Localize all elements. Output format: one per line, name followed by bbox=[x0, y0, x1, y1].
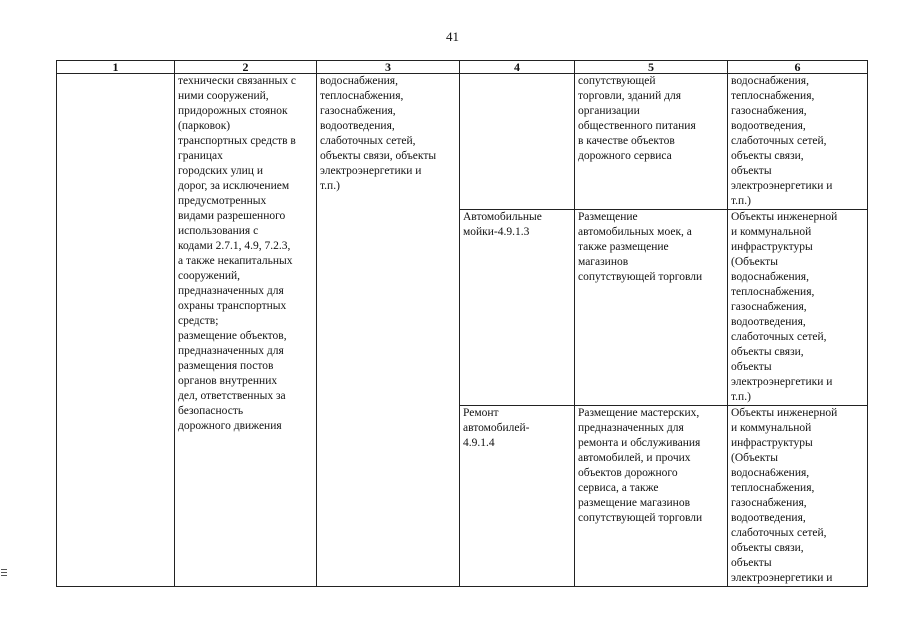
column-header-2: 2 bbox=[175, 61, 317, 74]
cell-row3-col6-text: Объекты инженерной и коммунальной инфраструктуры (Объекты водосна6жения, теплоснабжения, газоснабжения, водоотведения, слаботочных сетей, объекты связи, объекты электроэнергетики и bbox=[731, 407, 838, 584]
cell-row1-col5-text: сопутствующей торговли, зданий для организации общественного питания в качестве объектов дорожного сервиса bbox=[578, 75, 696, 162]
table-row bbox=[57, 74, 868, 210]
page-number: 41 bbox=[446, 29, 459, 44]
margin-mark bbox=[1, 569, 7, 578]
cell-row3-col6 bbox=[728, 406, 868, 587]
cell-row2-col4-text: Автомобильные мойки-4.9.1.3 bbox=[463, 211, 542, 238]
table-header-row bbox=[57, 61, 868, 74]
cell-row3-col5-text: Размещение мастерских, предназначенных для ремонта и обслуживания автомобилей, и прочих объектов дорожного сервиса, а также размещение магазинов сопутствующей торговли bbox=[578, 407, 703, 524]
cell-row2-col5 bbox=[575, 210, 728, 406]
column-header-1: 1 bbox=[57, 61, 175, 74]
cell-col2 bbox=[175, 74, 317, 587]
column-header-6: 6 bbox=[728, 61, 868, 74]
cell-row2-col5-text: Размещение автомобильных моек, а также размещение магазинов сопутствующей торговли bbox=[578, 211, 703, 283]
cell-row1-col6 bbox=[728, 74, 868, 210]
cell-row1-col6-text: водоснабжения, теплоснабжения, газоснабжения, водоотведения, слаботочных сетей, объекты связи, объекты электроэнергетики и т.п.) bbox=[731, 75, 833, 207]
column-header-4: 4 bbox=[460, 61, 575, 74]
cell-row3-col5 bbox=[575, 406, 728, 587]
cell-row2-col4 bbox=[460, 210, 575, 406]
cell-row3-col4-text: Ремонт автомобилей- 4.9.1.4 bbox=[463, 407, 530, 449]
land-use-table bbox=[56, 60, 868, 587]
cell-row1-col4 bbox=[460, 74, 575, 210]
cell-row2-col6-text: Объекты инженерной и коммунальной инфраструктуры (Объекты водоснабжения, теплоснабжения, газоснабжения, водоотведения, слаботочных сетей, объекты связи, объекты электроэнергетики и т.п.) bbox=[731, 211, 838, 403]
column-header-5: 5 bbox=[575, 61, 728, 74]
cell-row3-col4 bbox=[460, 406, 575, 587]
column-header-3: 3 bbox=[317, 61, 460, 74]
cell-row1-col5 bbox=[575, 74, 728, 210]
cell-col2-text: технически связанных с ними сооружений, придорожных стоянок (парковок) транспортных средств в границах городских улиц и дорог, за исключением предусмотренных видами разрешенного использования с кодами 2.7.1, 4.9, 7.2.3, а также некапитальных сооружений, предназначенных для охраны транспортных средств; размещение объектов, предназначенных для размещения постов органов внутренних дел, ответственных за безопасность дорожного движения bbox=[178, 75, 297, 432]
cell-row2-col6 bbox=[728, 210, 868, 406]
cell-col1 bbox=[57, 74, 175, 587]
cell-col3 bbox=[317, 74, 460, 587]
cell-col3-text: водоснабжения, теплоснабжения, газоснабжения, водоотведения, слаботочных сетей, объекты связи, объекты электроэнергетики и т.п.) bbox=[320, 75, 437, 192]
